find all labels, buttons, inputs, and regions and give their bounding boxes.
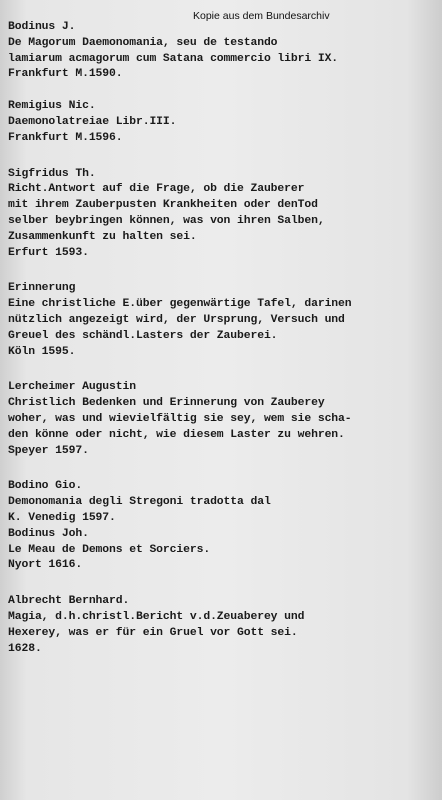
entry-author: Erinnerung — [8, 282, 76, 295]
entry-author: Sigfridus Th. — [8, 167, 96, 180]
entry-line: K. Venedig 1597. — [8, 511, 116, 524]
bibliography-entry — [8, 20, 438, 83]
bibliography-entry — [8, 99, 438, 146]
bibliography-list — [8, 20, 438, 657]
entry-line: Eine christliche E.über gegenwärtige Tafel, darinen — [8, 298, 352, 311]
entry-line: 1628. — [8, 642, 42, 655]
entry-author: Bodinus J. — [8, 21, 76, 33]
entry-author: Bodino Gio. — [8, 480, 83, 493]
entry-line: Erfurt 1593. — [8, 246, 89, 259]
entry-line: Daemonolatreiae Libr.III. — [8, 115, 177, 128]
entry-author: Remigius Nic. — [8, 100, 96, 113]
entry-line: Speyer 1597. — [8, 444, 89, 457]
entry-spacer — [8, 83, 438, 99]
entry-line: nützlich angezeigt wird, der Ursprung, Versuch und — [8, 313, 345, 326]
archive-stamp: Kopie aus dem Bundesarchiv — [193, 10, 330, 22]
entry-line: Zusammenkunft zu halten sei. — [8, 230, 197, 243]
entry-line: Magia, d.h.christl.Bericht v.d.Zeuaberey und — [8, 610, 305, 623]
entry-line: Greuel des schändl.Lasters der Zauberei. — [8, 329, 278, 342]
bibliography-entry — [8, 594, 438, 657]
entry-line: Frankfurt M.1596. — [8, 131, 123, 144]
entry-line: den könne oder nicht, wie diesem Laster zu wehren. — [8, 428, 345, 441]
entry-spacer — [8, 147, 438, 167]
bibliography-entry — [8, 479, 438, 574]
entry-line: De Magorum Daemonomania, seu de testando — [8, 36, 278, 49]
entry-spacer — [8, 360, 438, 380]
bibliography-entry — [8, 380, 438, 459]
entry-line: selber beybringen können, was von ihren Salben, — [8, 214, 325, 227]
entry-spacer — [8, 261, 438, 281]
entry-line: mit ihrem Zauberpusten Krankheiten oder denTod — [8, 199, 318, 212]
entry-spacer — [8, 459, 438, 479]
entry-line: Christlich Bedenken und Erinnerung von Zauberey — [8, 397, 325, 410]
entry-author: Bodinus Joh. — [8, 527, 89, 540]
entry-line: Hexerey, was er für ein Gruel vor Gott sei. — [8, 626, 298, 639]
entry-author: Lercheimer Augustin — [8, 381, 136, 394]
entry-spacer — [8, 574, 438, 594]
entry-line: Richt.Antwort auf die Frage, ob die Zauberer — [8, 183, 305, 196]
bibliography-entry — [8, 281, 438, 360]
entry-line: Le Meau de Demons et Sorciers. — [8, 543, 211, 556]
entry-line: Köln 1595. — [8, 345, 76, 358]
entry-line: Nyort 1616. — [8, 559, 83, 572]
entry-line: lamiarum acmagorum cum Satana commercio libri IX. — [8, 52, 339, 65]
entry-line: Frankfurt M.1590. — [8, 68, 123, 81]
bibliography-entry — [8, 167, 438, 262]
entry-line: Demonomania degli Stregoni tradotta dal — [8, 496, 271, 509]
entry-author: Albrecht Bernhard. — [8, 595, 130, 608]
entry-line: woher, was und wievielfältig sie sey, wem sie scha- — [8, 412, 352, 425]
